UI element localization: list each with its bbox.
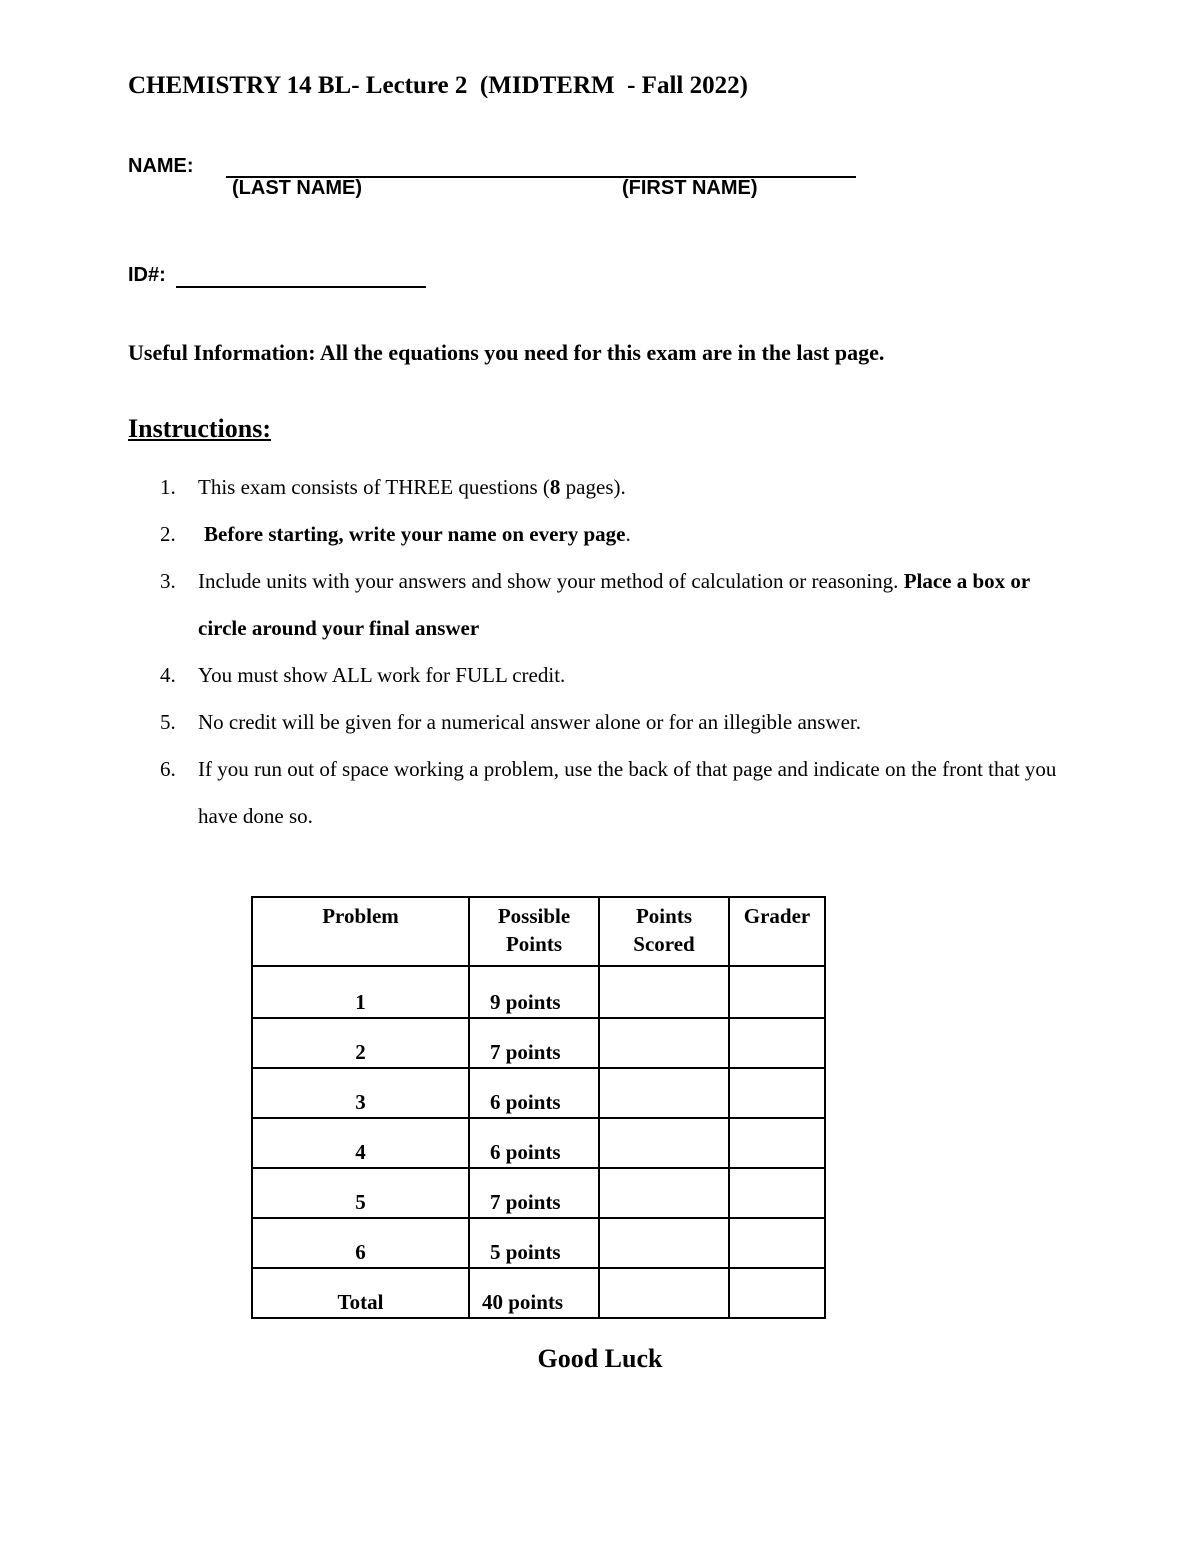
instruction-bold-text: Place a box or circle around your final answer [198,569,1030,640]
possible-points-text: 5 points [490,1240,561,1264]
possible-points [469,1168,599,1218]
possible-points [469,1018,599,1068]
problem-number: 6 [252,1218,469,1268]
instruction-text: No credit will be given for a numerical answer alone or for an illegible answer. [198,710,862,734]
table-row [252,1068,825,1118]
good-luck-message: Good Luck [537,1344,663,1373]
grader-cell[interactable] [729,1168,825,1218]
problem-number: 4 [252,1118,469,1168]
header-possible-points [469,897,599,966]
points-scored-cell[interactable] [599,1018,729,1068]
instruction-bold-text: 8 [549,475,561,499]
name-input-line[interactable] [226,154,856,178]
points-scored-cell[interactable] [599,1168,729,1218]
header-points-scored [599,897,729,966]
possible-points-text: 6 points [490,1140,561,1164]
grader-cell[interactable] [729,966,825,1018]
instruction-number: 2. [160,522,176,546]
instruction-number: 6. [160,757,176,781]
exam-title: CHEMISTRY 14 BL- Lecture 2 (MIDTERM - Fall 2022) [128,72,748,99]
table-row [252,966,825,1018]
instruction-item-1 [160,464,1080,511]
header-grader: Grader [729,897,825,966]
header-problem: Problem [252,897,469,966]
instruction-item-6 [160,746,1080,840]
name-label: NAME: [128,155,194,177]
possible-points-text: 7 points [490,1040,561,1064]
possible-points [469,1118,599,1168]
instruction-item-3 [160,558,1080,652]
points-scored-cell[interactable] [599,1118,729,1168]
instruction-text: This exam consists of THREE questions ( [198,475,550,499]
instruction-item-5 [160,699,1080,746]
table-row [252,1018,825,1068]
points-scored-cell[interactable] [599,1218,729,1268]
first-name-label: (FIRST NAME) [622,177,758,199]
points-scored-cell[interactable] [599,1068,729,1118]
instruction-number: 5. [160,710,176,734]
problem-number: 1 [252,966,469,1018]
score-table [251,896,826,1319]
useful-information: Useful Information: All the equations you need for this exam are in the last page. [128,340,885,365]
id-label: ID#: [128,264,166,286]
total-points-scored-cell[interactable] [599,1268,729,1318]
instruction-number: 3. [160,569,176,593]
instruction-bold-text: Before starting, write your name on every page [204,522,626,546]
grader-cell[interactable] [729,1068,825,1118]
possible-points [469,1068,599,1118]
possible-points-text: 6 points [490,1090,561,1114]
instruction-number: 1. [160,475,176,499]
instruction-item-2 [160,511,1080,558]
total-possible-points-text: 40 points [482,1290,564,1314]
possible-points [469,1218,599,1268]
instruction-text: Include units with your answers and show your method of calculation or reasoning. [198,569,904,593]
table-row [252,1118,825,1168]
possible-points-text: 7 points [490,1190,561,1214]
grader-cell[interactable] [729,1218,825,1268]
instruction-text: . [625,522,631,546]
instructions-list [160,464,1080,840]
last-name-label: (LAST NAME) [232,177,362,199]
header-points-scored-text: Points Scored [633,904,695,956]
score-table-header-row [252,897,825,966]
instruction-text: pages). [560,475,626,499]
table-row [252,1218,825,1268]
table-row [252,1168,825,1218]
instruction-number: 4. [160,663,176,687]
grader-cell[interactable] [729,1118,825,1168]
table-row-total [252,1268,825,1318]
problem-number: 3 [252,1068,469,1118]
instruction-item-4 [160,652,1080,699]
problem-number: 2 [252,1018,469,1068]
total-label: Total [252,1268,469,1318]
id-input-line[interactable] [176,264,426,288]
possible-points-text: 9 points [490,990,561,1014]
instructions-heading: Instructions: [128,414,272,443]
header-possible-points-text: Possible Points [497,904,571,956]
total-possible-points [469,1268,599,1318]
instruction-text: If you run out of space working a problem, use the back of that page and indicate on the front that you have done so. [198,757,1057,828]
instruction-text: You must show ALL work for FULL credit. [198,663,566,687]
total-grader-cell[interactable] [729,1268,825,1318]
possible-points [469,966,599,1018]
grader-cell[interactable] [729,1018,825,1068]
problem-number: 5 [252,1168,469,1218]
points-scored-cell[interactable] [599,966,729,1018]
